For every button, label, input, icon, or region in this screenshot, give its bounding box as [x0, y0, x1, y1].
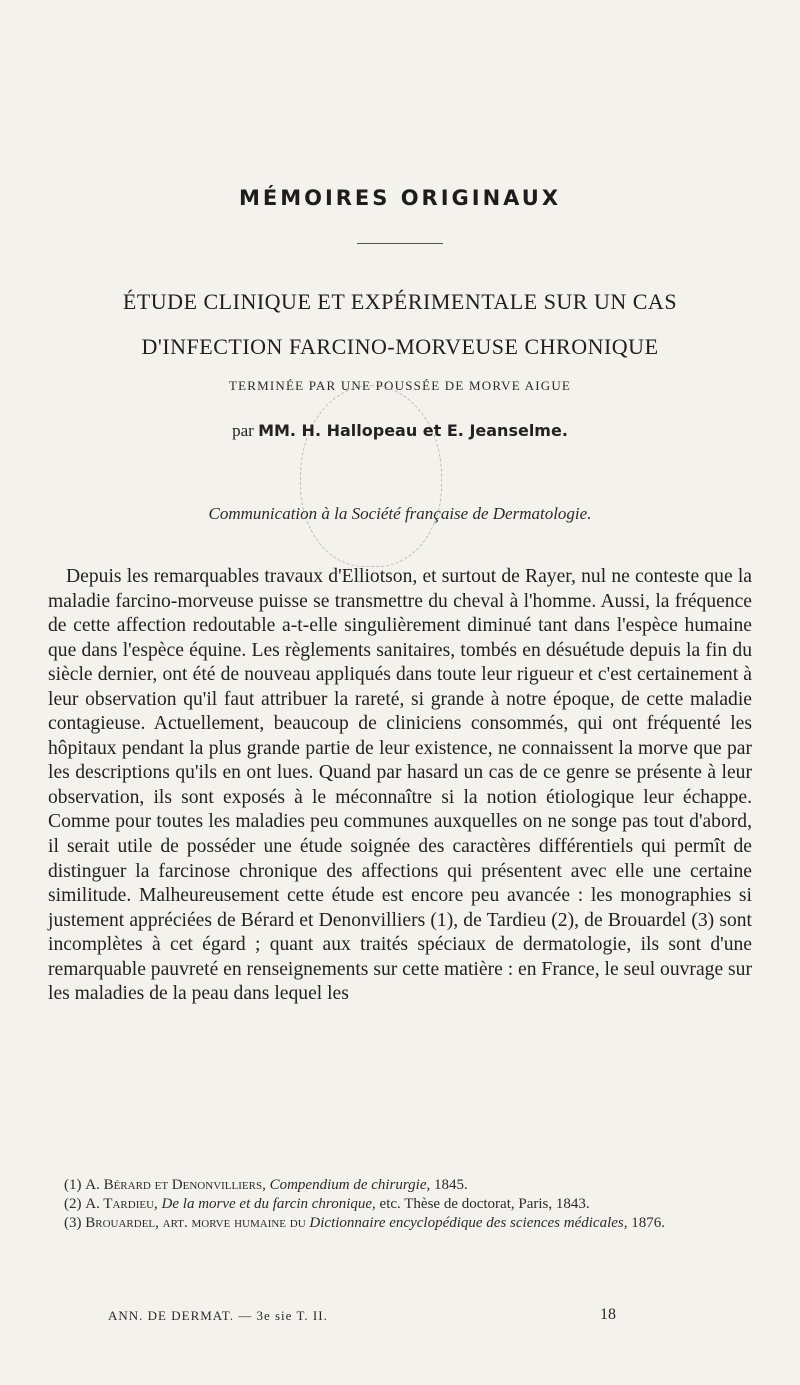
footnote-work: Compendium de chirurgie, [269, 1177, 431, 1193]
journal-footer: ANN. DE DERMAT. — 3e sie T. II. [108, 1308, 328, 1323]
footnote-2 [48, 1195, 752, 1214]
footnote-number: (3) [64, 1215, 82, 1231]
footnote-work: De la morve et du farcin chronique, [161, 1196, 376, 1212]
article-body [48, 565, 752, 1007]
footnote-3 [48, 1214, 752, 1233]
footnote-author: Brouardel, [85, 1215, 159, 1231]
authors-prefix: par [232, 421, 254, 440]
footnotes [48, 1176, 752, 1233]
authors-line [0, 421, 800, 441]
footnote-rest: etc. Thèse de doctorat, Paris, 1843. [379, 1196, 590, 1212]
section-header: MÉMOIRES ORIGINAUX [238, 186, 562, 210]
footnote-author: A. Tardieu, [85, 1196, 158, 1212]
header-divider [357, 243, 443, 244]
footnote-1 [48, 1176, 752, 1195]
footnote-number: (2) [64, 1196, 82, 1212]
footnote-article: art. morve humaine du [162, 1215, 306, 1231]
body-paragraph: Depuis les remarquables travaux d'Elliotson, et surtout de Rayer, nul ne conteste que la maladie farcino-morveuse puisse se transmettre du cheval à l'homme. Aussi, la fréquence de cette affection redoutable a-t-elle singulièrement diminué tant dans l'espèce humaine que dans l'espèce équine. Les règlements sanitaires, tombés en désuétude depuis la fin du siècle dernier, ont été de nouveau appliqués dans toute leur rigueur et c'est certainement à leur observation qu'il faut attribuer la rareté, si grande à notre époque, de cette maladie contagieuse. Actuellement, beaucoup de cliniciens consommés, qui ont fréquenté les hôpitaux pendant la plus grande partie de leur existence, ne connaissent la morve que par les descriptions qu'ils en ont lues. Quand par hasard un cas de ce genre se présente à leur observation, ils sont exposés à le méconnaître si la notion étiologique leur échappe. Comme pour toutes les maladies peu communes auxquelles on ne songe pas tout d'abord, il serait utile de posséder une étude soignée des caractères différentiels qui permît de distinguer la farcinose chronique des affections qui présentent avec elle une certaine similitude. Malheureusement cette étude est encore peu avancée : les monographies si justement appréciées de Bérard et Denonvilliers (1), de Tardieu (2), de Brouardel (3) sont incomplètes à cet égard ; quant aux traités spéciaux de dermatologie, ils sont d'une remarquable pauvreté en renseignements sur cette matière : en France, le seul ouvrage sur les maladies de la peau dans lequel les [48, 566, 752, 1005]
communication-note: Communication à la Société française de Dermatologie. [208, 504, 592, 523]
article-title-line-1: ÉTUDE CLINIQUE ET EXPÉRIMENTALE SUR UN CAS [122, 289, 678, 314]
authors-names: MM. H. Hallopeau et E. Jeanselme. [258, 421, 568, 440]
article-title-line-2: D'INFECTION FARCINO-MORVEUSE CHRONIQUE [141, 334, 659, 359]
footnote-number: (1) [64, 1177, 82, 1193]
footnote-work: Dictionnaire encyclopédique des sciences médicales, [309, 1215, 628, 1231]
library-stamp [300, 385, 442, 567]
footnote-rest: 1845. [434, 1177, 468, 1193]
footnote-rest: 1876. [631, 1215, 665, 1231]
article-subtitle: TERMINÉE PAR UNE POUSSÉE DE MORVE AIGUE [228, 378, 572, 393]
footnote-author: A. Bérard et Denonvilliers, [85, 1177, 266, 1193]
page-number: 18 [600, 1306, 616, 1323]
